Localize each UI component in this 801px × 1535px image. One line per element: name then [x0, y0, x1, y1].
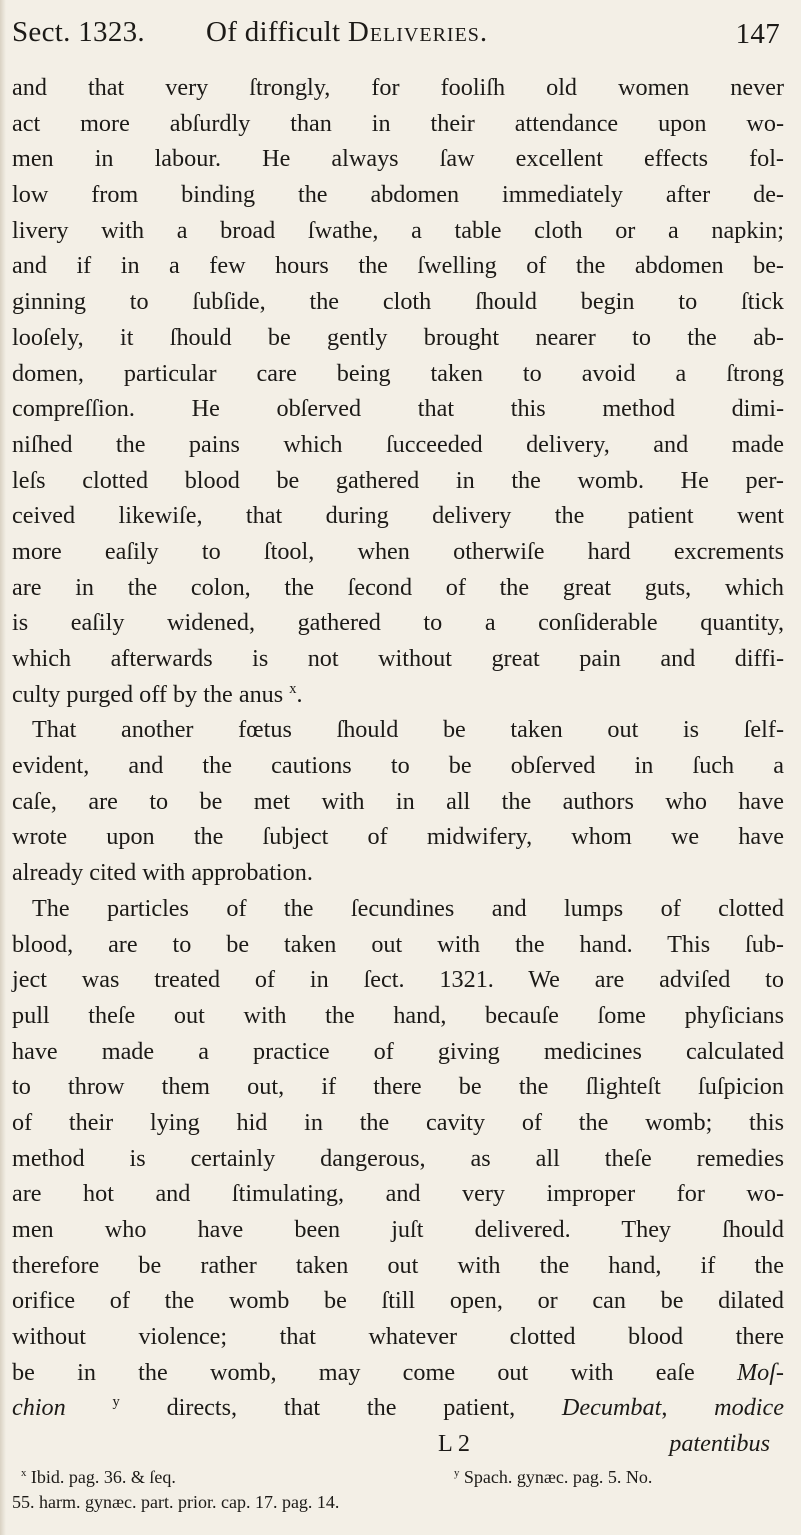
paragraph-start-line: That another fœtus ſhould be taken out is ſelf-	[32, 716, 784, 744]
text-line: culty purged off by the anus $^x$.	[12, 680, 303, 708]
text-line: method is certainly dangerous, as all theſe remedies	[12, 1144, 784, 1172]
text-line: is eaſily widened, gathered to a conſiderable quantity,	[12, 609, 784, 637]
italic-name: Moſ-	[736, 1358, 784, 1386]
footnote-mark-y: y	[454, 1467, 460, 1479]
text-line: evident, and the cautions to be obſerved in ſuch a	[12, 752, 784, 780]
text-line: ginning to ſubſide, the cloth ſhould begin to ſtick	[12, 288, 784, 316]
text-line: pull theſe out with the hand, becauſe ſome phyſicians	[12, 1001, 784, 1029]
footnote-line	[12, 1465, 784, 1490]
text-line: are hot and ſtimulating, and very improper for wo-	[12, 1180, 784, 1208]
text-line: orifice of the womb be ſtill open, or can be dilated	[12, 1287, 784, 1315]
text-line: wrote upon the ſubject of midwifery, whom we have	[12, 823, 784, 851]
text-line: without violence; that whatever clotted blood there	[12, 1323, 784, 1351]
running-title	[206, 16, 488, 49]
running-title-prefix: Of difficult	[206, 16, 348, 48]
text-line: niſhed the pains which ſucceeded delivery, and made	[12, 430, 784, 458]
footnote-ref-y: y	[112, 1394, 120, 1411]
footnote-mark-x: x	[21, 1467, 27, 1479]
text-line: blood, are to be taken out with the hand. This ſub-	[12, 930, 784, 958]
text-line-content: culty purged off by the anus	[12, 680, 284, 708]
text-line: caſe, are to be met with in all the authors who have	[12, 787, 784, 815]
text-line: of their lying hid in the cavity of the womb; this	[12, 1108, 784, 1136]
footnote-line: 55. harm. gynæc. part. prior. cap. 17. pag. 14.	[12, 1492, 340, 1512]
paragraph-start-line: The particles of the ſecundines and lumps of clotted	[32, 894, 784, 922]
text-line: and if in a few hours the ſwelling of the abdomen be-	[12, 252, 784, 280]
text-line: act more abſurdly than in their attendance upon wo-	[12, 109, 784, 137]
footnotes	[12, 1465, 784, 1515]
text-line: livery with a broad ſwathe, a table cloth or a napkin;	[12, 216, 784, 244]
text-line: low from binding the abdomen immediately after de-	[12, 181, 784, 209]
page-number: 147	[735, 18, 780, 50]
text-line: looſely, it ſhould be gently brought nearer to the ab-	[12, 323, 784, 351]
italic-latin: Decumbat	[561, 1394, 662, 1422]
text-line: already cited with approbation.	[12, 859, 313, 887]
text-line: leſs clotted blood be gathered in the womb. He per-	[12, 466, 784, 494]
running-header	[12, 8, 792, 58]
italic-name: chion	[12, 1394, 66, 1422]
text-line: domen, particular care being taken to avoid a ſtrong	[12, 359, 784, 387]
text-line: to throw them out, if there be the ſlighteſt ſuſpicion	[12, 1073, 784, 1101]
text-line: men in labour. He always ſaw excellent effects fol-	[12, 145, 784, 173]
text-line: have made a practice of giving medicines calculated	[12, 1037, 784, 1065]
running-title-caps: Deliveries.	[347, 16, 489, 48]
text-line: are in the colon, the ſecond of the great guts, which	[12, 573, 784, 601]
text-line: more eaſily to ſtool, when otherwiſe hard excrements	[12, 537, 784, 565]
footnote-ref-x: x	[289, 680, 297, 697]
text-line: chion $^y$ directs, that the patient, Decumbat, modice	[12, 1394, 785, 1422]
signature-line	[12, 1426, 784, 1462]
italic-latin: modice	[714, 1394, 785, 1422]
text-line: men who have been juſt delivered. They ſhould	[12, 1216, 784, 1243]
text-line: compreſſion. He obſerved that this method dimi-	[12, 395, 784, 423]
text-line: therefore be rather taken out with the hand, if the	[12, 1251, 784, 1279]
section-number: Sect. 1323.	[12, 16, 145, 48]
text-line	[12, 1355, 784, 1391]
footnote-y: Spach. gynæc. pag. 5. No.	[463, 1467, 653, 1487]
text-line-content: be in the womb, may come out with eaſe	[12, 1358, 695, 1386]
text-line-content: directs, that the patient,	[166, 1394, 516, 1422]
text-line: which afterwards is not without great pain and diffi-	[12, 645, 784, 672]
footnote-x: Ibid. pag. 36. & ſeq.	[30, 1467, 176, 1487]
text-line: and that very ſtrongly, for fooliſh old women never	[12, 74, 784, 101]
page-gutter-shadow	[0, 0, 6, 1535]
signature-mark: L 2	[437, 1430, 470, 1458]
text-line: ceived likewiſe, that during delivery the patient went	[12, 502, 784, 530]
body-text	[12, 70, 784, 1462]
text-line: ject was treated of in ſect. 1321. We are adviſed to	[12, 966, 784, 994]
footnote-y-wrap	[454, 1465, 652, 1490]
catchword: patentibus	[669, 1430, 770, 1458]
